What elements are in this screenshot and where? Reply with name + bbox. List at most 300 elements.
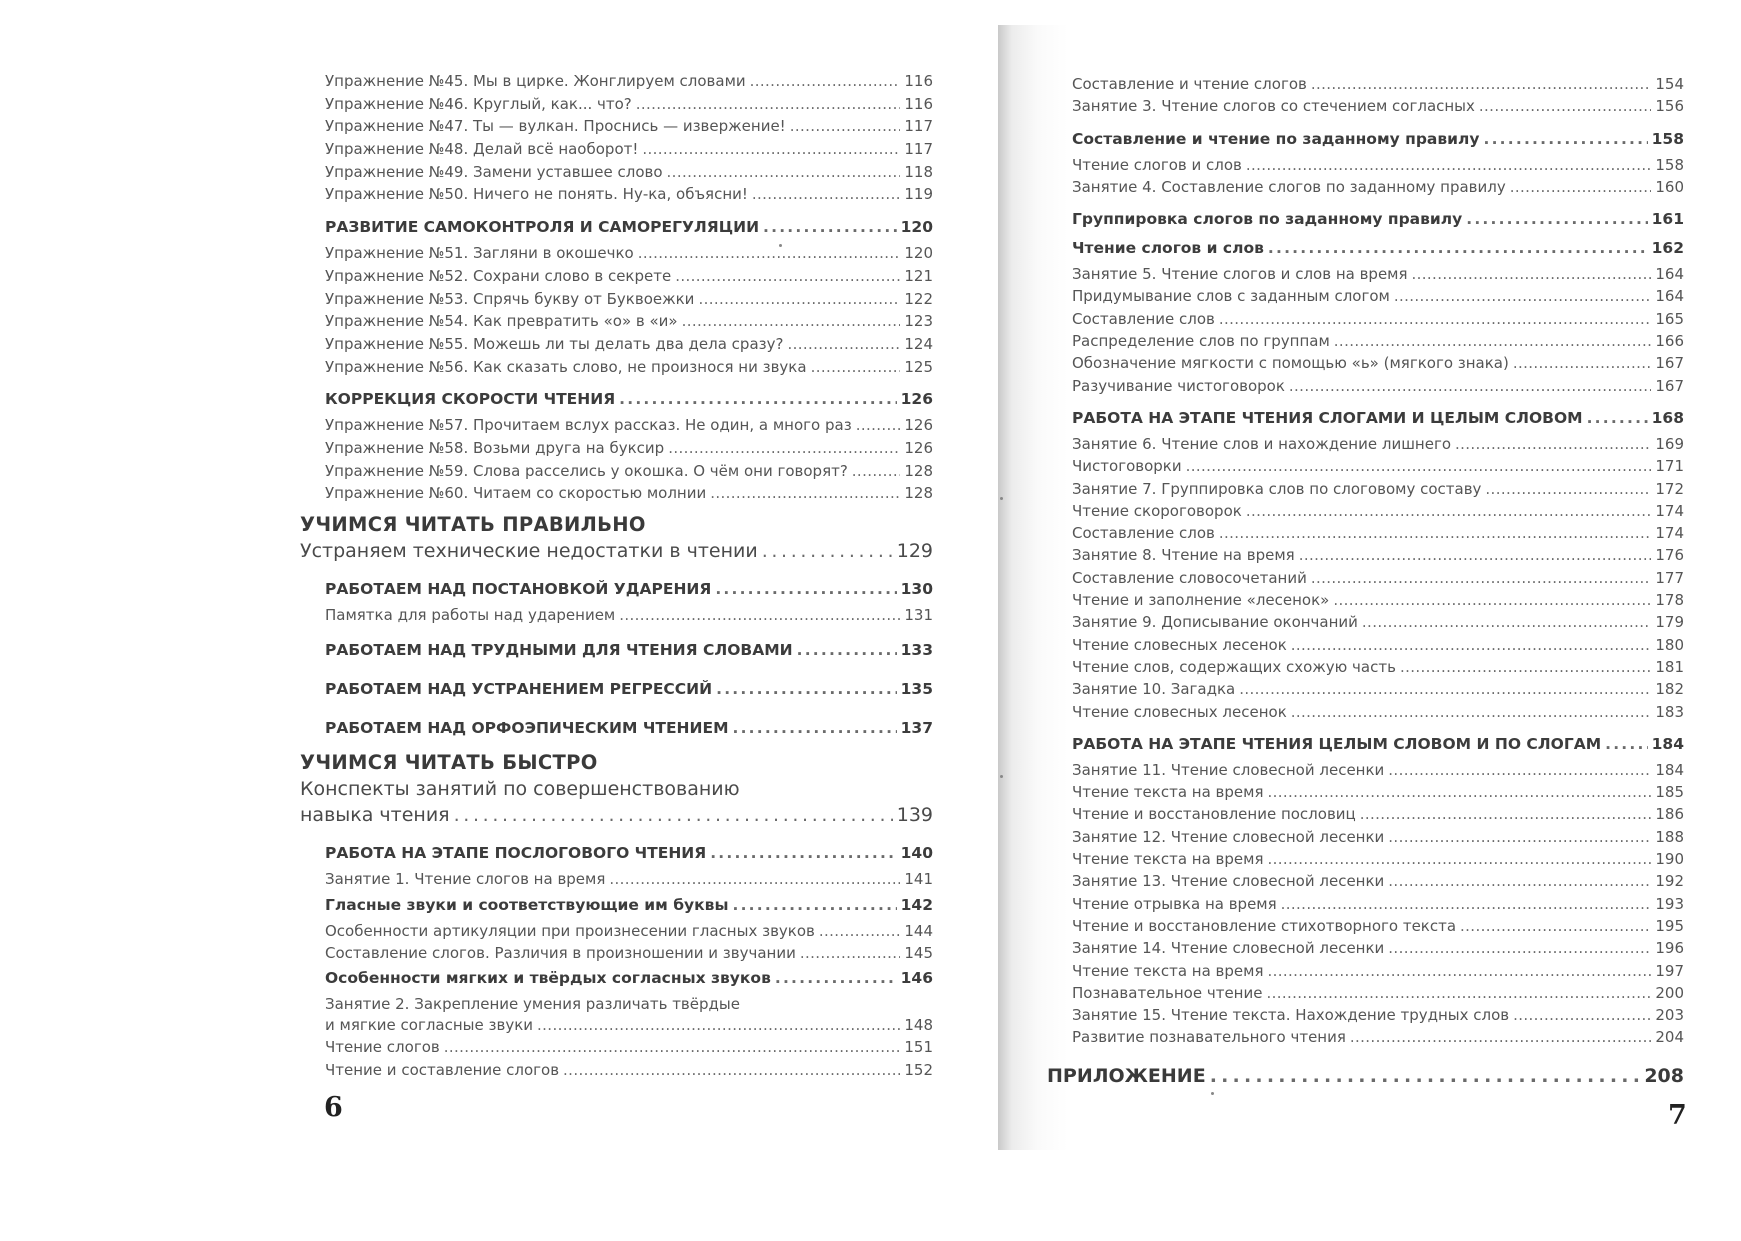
page-number: 144 [904, 921, 933, 940]
entry-title: Развитие познавательного чтения [1072, 1028, 1346, 1047]
entry-title: Чтение текста на время [1072, 783, 1264, 802]
toc-heading-speed [325, 390, 933, 416]
entry-title: Упражнение №47. Ты — вулкан. Проснись — извержение! [325, 117, 786, 136]
page-number: 151 [904, 1038, 933, 1057]
toc-entry [1072, 636, 1684, 658]
page-number: 122 [904, 289, 933, 308]
page-number: 117 [904, 117, 933, 136]
page-number: 156 [1655, 97, 1684, 116]
dot-leader [1333, 591, 1651, 609]
toc-entry [1072, 783, 1684, 805]
page-number: 193 [1655, 894, 1684, 913]
entry-title: Упражнение №52. Сохрани слово в секрете [325, 266, 672, 285]
page-number: 178 [1655, 591, 1684, 610]
page-number: 182 [1655, 680, 1684, 699]
entry-title: Занятие 9. Дописывание окончаний [1072, 613, 1358, 632]
dot-leader [1281, 895, 1652, 913]
page-number: 190 [1655, 850, 1684, 869]
entry-title: Упражнение №56. Как сказать слово, не произнося ни звука [325, 357, 807, 376]
page-number: 197 [1655, 961, 1684, 980]
dot-leader [787, 335, 900, 353]
page-number: 171 [1655, 457, 1684, 476]
entry-title: Упражнение №55. Можешь ли ты делать два дела сразу? [325, 334, 784, 353]
entry-list-d [1072, 435, 1684, 725]
page-number: 196 [1655, 939, 1684, 958]
toc-heading-consonants [325, 969, 933, 995]
exercise-list-b [325, 244, 933, 380]
page-number: 164 [1655, 265, 1684, 284]
entry-title: Чтение и заполнение «лесенок» [1072, 591, 1330, 610]
page-number-left: 6 [324, 1092, 343, 1123]
section-subtitle-correct [300, 540, 933, 570]
toc-entry [1072, 917, 1684, 939]
page-number: 140 [900, 844, 933, 863]
page-number: 158 [1651, 129, 1684, 148]
page-number: 167 [1655, 354, 1684, 373]
page-number: 118 [904, 162, 933, 181]
page-number: 121 [904, 266, 933, 285]
toc-entry [1072, 354, 1684, 376]
page-number: 176 [1655, 546, 1684, 565]
entry-title: Составление слогов. Различия в произношении и звучании [325, 943, 796, 962]
page-number: 128 [904, 461, 933, 480]
dot-leader [710, 484, 900, 502]
toc-entry [1072, 480, 1684, 502]
page-number: 139 [896, 804, 933, 827]
page-number: 208 [1644, 1064, 1684, 1087]
entry-title: Занятие 7. Группировка слов по слоговому составу [1072, 479, 1482, 498]
left-toc [300, 72, 933, 1083]
page-number: 203 [1655, 1006, 1684, 1025]
entry-title: Занятие 1. Чтение слогов на время [325, 870, 606, 889]
toc-entry [1072, 97, 1684, 119]
page-number: 137 [900, 719, 933, 738]
page-number: 204 [1655, 1028, 1684, 1047]
page-number: 185 [1655, 783, 1684, 802]
heading-title: ПРИЛОЖЕНИЕ [1047, 1064, 1206, 1087]
toc-heading-group [1072, 210, 1684, 236]
dot-leader [1350, 1028, 1651, 1046]
entry-title: Занятие 6. Чтение слов и нахождение лишнего [1072, 434, 1452, 453]
dot-leader [1246, 156, 1652, 174]
toc-entry [325, 416, 933, 439]
page-number: 172 [1655, 479, 1684, 498]
page-number: 146 [900, 969, 933, 988]
entry-title: Упражнение №60. Читаем со скоростью молнии [325, 484, 707, 503]
dot-leader [1388, 761, 1651, 779]
dot-leader [1513, 354, 1652, 372]
section-title-fast: УЧИМСЯ ЧИТАТЬ БЫСТРО [300, 751, 598, 775]
section-subtitle-fast-line1: Конспекты занятий по совершенствованию [300, 778, 740, 801]
page-number: 184 [1651, 734, 1684, 753]
dot-leader [1219, 310, 1651, 328]
toc-heading-hard [325, 641, 933, 667]
dot-leader [1291, 636, 1652, 654]
entry-title: Составление слов [1072, 309, 1215, 328]
dot-leader [1246, 502, 1652, 520]
toc-heading-stage3 [1072, 735, 1684, 761]
dot-leader [800, 944, 901, 962]
heading-title: Особенности мягких и твёрдых согласных звуков [325, 969, 771, 988]
toc-entry [325, 185, 933, 208]
entry-title: Занятие 12. Чтение словесной лесенки [1072, 827, 1385, 846]
subtitle-text: навыка чтения [300, 804, 450, 827]
toc-entry [325, 312, 933, 335]
dot-leader [1388, 872, 1651, 890]
entry-title: Обозначение мягкости с помощью «ь» (мягкого знака) [1072, 354, 1509, 373]
toc-entry [1072, 502, 1684, 524]
toc-entry [1072, 287, 1684, 309]
page-number: 195 [1655, 916, 1684, 935]
toc-entry [325, 140, 933, 163]
heading-title: РАБОТАЕМ НАД ОРФОЭПИЧЕСКИМ ЧТЕНИЕМ [325, 719, 729, 738]
subtitle-text: Устраняем технические недостатки в чтении [300, 540, 758, 562]
entry-title: Чтение и восстановление стихотворного текста [1072, 916, 1457, 935]
page-number: 179 [1655, 613, 1684, 632]
toc-entry [325, 1038, 933, 1060]
toc-entry [325, 484, 933, 507]
page-number: 116 [904, 94, 933, 113]
page-number: 200 [1655, 983, 1684, 1002]
page-number: 166 [1655, 332, 1684, 351]
toc-entry [1072, 332, 1684, 354]
dot-leader [1299, 546, 1652, 564]
toc-heading-rule [1072, 130, 1684, 156]
entry-title: Занятие 13. Чтение словесной лесенки [1072, 872, 1385, 891]
page-number: 120 [900, 218, 933, 237]
entry-title: и мягкие согласные звуки [325, 1016, 534, 1035]
entry-title: Составление слов [1072, 524, 1215, 543]
entry-list-c [1072, 265, 1684, 399]
dot-leader [1239, 680, 1651, 698]
toc-entry [1072, 546, 1684, 568]
toc-entry [1072, 435, 1684, 457]
page-number: 130 [900, 580, 933, 598]
toc-entry [1072, 377, 1684, 399]
entry-title: Памятка для работы над ударением [325, 606, 616, 624]
entry-title: Познавательное чтение [1072, 983, 1263, 1002]
heading-title: РАБОТА НА ЭТАПЕ ЧТЕНИЯ СЛОГАМИ И ЦЕЛЫМ СЛОВОМ [1072, 408, 1583, 427]
dot-leader [1289, 377, 1651, 395]
toc-entry [325, 1061, 933, 1083]
page-number: 129 [896, 540, 933, 562]
toc-entry [325, 95, 933, 118]
page-number: 117 [904, 140, 933, 159]
dot-leader [790, 117, 901, 135]
dot-leader [698, 290, 900, 308]
page-number: 181 [1655, 657, 1684, 676]
toc-entry [1072, 984, 1684, 1006]
page-number: 125 [904, 357, 933, 376]
toc-entry [1072, 962, 1684, 984]
toc-entry [1072, 178, 1684, 200]
page-number: 169 [1655, 434, 1684, 453]
dot-leader [642, 140, 900, 158]
entry-title: Разучивание чистоговорок [1072, 376, 1285, 395]
dot-leader [1400, 658, 1651, 676]
entry-title: Чтение текста на время [1072, 850, 1264, 869]
page-number: 120 [904, 244, 933, 263]
dot-leader [752, 185, 900, 203]
toc-entry [1072, 569, 1684, 591]
page-number: 141 [904, 870, 933, 889]
entry-title: Составление и чтение слогов [1072, 75, 1307, 93]
toc-entry [1072, 310, 1684, 332]
page-number: 145 [904, 943, 933, 962]
toc-heading-appendix [1047, 1065, 1684, 1097]
toc-entry [1072, 805, 1684, 827]
dot-leader [1267, 783, 1651, 801]
toc-heading-syllabic [325, 844, 933, 870]
page-number: 124 [904, 334, 933, 353]
dot-leader [1412, 265, 1652, 283]
heading-title: РАБОТА НА ЭТАПЕ ПОСЛОГОВОГО ЧТЕНИЯ [325, 844, 707, 863]
toc-entry [1072, 850, 1684, 872]
page-number: 186 [1655, 805, 1684, 824]
dot-leader [1266, 984, 1651, 1002]
page-number: 119 [904, 185, 933, 204]
toc-entry [1072, 457, 1684, 479]
page-number: 158 [1655, 155, 1684, 174]
page-number: 133 [900, 641, 933, 660]
entry-title: Упражнение №51. Загляни в окошечко [325, 244, 634, 263]
entry-title: Упражнение №48. Делай всё наоборот! [325, 140, 639, 159]
entry-title: Чтение и составление слогов [325, 1060, 560, 1079]
dot-leader [1311, 569, 1652, 587]
entry-list-a [1072, 75, 1684, 120]
page-number: 177 [1655, 568, 1684, 587]
heading-title: РАБОТА НА ЭТАПЕ ЧТЕНИЯ ЦЕЛЫМ СЛОВОМ И ПО СЛОГАМ [1072, 734, 1602, 753]
entry-title: Упражнение №53. Спрячь букву от Буквоежки [325, 289, 695, 308]
scan-speck [1211, 1092, 1214, 1095]
page-number: 184 [1655, 760, 1684, 779]
page-number: 131 [904, 606, 933, 624]
toc-entry [1072, 75, 1684, 97]
entry-list-e [1072, 761, 1684, 1051]
dot-leader [1394, 287, 1652, 305]
toc-entry [325, 117, 933, 140]
page-number: 126 [904, 438, 933, 457]
page-number: 168 [1651, 408, 1684, 427]
page-number: 162 [1651, 239, 1684, 258]
page-number: 192 [1655, 872, 1684, 891]
heading-title: КОРРЕКЦИЯ СКОРОСТИ ЧТЕНИЯ [325, 390, 616, 409]
dot-leader [1388, 828, 1651, 846]
dot-leader [852, 462, 901, 480]
entry-title: Упражнение №50. Ничего не понять. Ну-ка, объясни! [325, 185, 748, 204]
dot-leader [638, 244, 901, 262]
right-toc [1047, 75, 1684, 1097]
entry-title: Чтение скороговорок [1072, 501, 1242, 520]
entry-title: Составление словосочетаний [1072, 568, 1307, 587]
dot-leader [1388, 939, 1651, 957]
entry-title: Занятие 15. Чтение текста. Нахождение трудных слов [1072, 1006, 1510, 1025]
dot-leader [667, 163, 901, 181]
dot-leader [1513, 1006, 1651, 1024]
heading-title: РАБОТАЕМ НАД УСТРАНЕНИЕМ РЕГРЕССИЙ [325, 680, 713, 699]
toc-entry [325, 358, 933, 381]
toc-entry [1072, 872, 1684, 894]
dot-leader [1362, 613, 1651, 631]
exercise-list-a [325, 72, 933, 208]
toc-entry [325, 439, 933, 462]
page-number: 165 [1655, 309, 1684, 328]
dot-leader [750, 72, 901, 90]
toc-entry [1072, 524, 1684, 546]
entry-title: Упражнение №49. Замени уставшее слово [325, 162, 663, 181]
tail-entry-list [325, 1038, 933, 1083]
scan-speck [1000, 775, 1003, 778]
toc-entry [1072, 828, 1684, 850]
page-number: 164 [1655, 287, 1684, 306]
dot-leader [856, 416, 901, 434]
page-number: 135 [900, 680, 933, 699]
page-number: 116 [904, 72, 933, 90]
toc-entry [1072, 939, 1684, 961]
toc-entry [1072, 1028, 1684, 1050]
page-number: 188 [1655, 827, 1684, 846]
page-number: 160 [1655, 177, 1684, 196]
toc-entry [325, 163, 933, 186]
page-number: 152 [904, 1060, 933, 1079]
entry-title: Занятие 8. Чтение на время [1072, 546, 1295, 565]
entry-title: Занятие 14. Чтение словесной лесенки [1072, 939, 1385, 958]
entry-title: Занятие 10. Загадка [1072, 680, 1236, 699]
entry-title: Чтение текста на время [1072, 961, 1264, 980]
page-top-margin [998, 0, 1741, 25]
entry-title: Чтение отрывка на время [1072, 894, 1277, 913]
section-title-correct: УЧИМСЯ ЧИТАТЬ ПРАВИЛЬНО [300, 513, 646, 536]
toc-entry [1072, 658, 1684, 680]
scan-speck [779, 244, 782, 247]
entry-title: Упражнение №59. Слова расселись у окошка. О чём они говорят? [325, 461, 848, 480]
dot-leader [563, 1061, 900, 1079]
entry-title: Чтение слов, содержащих схожую часть [1072, 657, 1396, 676]
toc-heading-stage2 [1072, 409, 1684, 435]
page-number: 174 [1655, 501, 1684, 520]
dot-leader [1186, 457, 1652, 475]
dot-leader [1291, 703, 1652, 721]
entry-title: Распределение слов по группам [1072, 332, 1330, 351]
toc-entry [1072, 680, 1684, 702]
page-number: 128 [904, 484, 933, 503]
toc-heading-read [1072, 239, 1684, 265]
page-number: 126 [904, 416, 933, 435]
toc-entry [1072, 761, 1684, 783]
dot-leader [1311, 75, 1652, 93]
dot-leader [1219, 524, 1651, 542]
toc-entry-lesson2 [325, 1016, 933, 1038]
heading-title: Гласные звуки и соответствующие им буквы [325, 895, 729, 914]
dot-leader [1460, 917, 1651, 935]
dot-leader [1267, 850, 1651, 868]
dot-leader [1455, 435, 1651, 453]
dot-leader [444, 1038, 901, 1056]
entry-title: Занятие 11. Чтение словесной лесенки [1072, 760, 1385, 779]
toc-entry [1072, 895, 1684, 917]
exercise-list-c [325, 416, 933, 507]
toc-entry [325, 944, 933, 966]
entry-title: Придумывание слов с заданным слогом [1072, 287, 1390, 306]
page-number: 123 [904, 312, 933, 331]
page-number: 183 [1655, 702, 1684, 721]
entry-title: Упражнение №54. Как превратить «о» в «и» [325, 312, 678, 331]
entry-title: Особенности артикуляции при произнесении гласных звуков [325, 921, 815, 940]
entry-title: Чтение и восстановление пословиц [1072, 805, 1356, 824]
dot-leader [636, 95, 901, 113]
page-number: 167 [1655, 376, 1684, 395]
entry-title: Упражнение №46. Круглый, как... что? [325, 94, 632, 113]
page-number: 148 [904, 1016, 933, 1035]
dot-leader [682, 312, 901, 330]
entry-title: Чтение слогов и слов [1072, 155, 1242, 174]
toc-entry [1072, 1006, 1684, 1028]
toc-entry [325, 244, 933, 267]
entry-title: Чтение словесных лесенок [1072, 635, 1287, 654]
page-number: 174 [1655, 524, 1684, 543]
dot-leader [1479, 97, 1651, 115]
dot-leader [819, 922, 901, 940]
entry-title: Чистоговорки [1072, 457, 1182, 476]
toc-entry [325, 72, 933, 95]
entry-list-b [1072, 156, 1684, 201]
toc-entry [1072, 591, 1684, 613]
toc-entry [325, 267, 933, 290]
toc-entry [1072, 156, 1684, 178]
entry-title: Упражнение №45. Мы в цирке. Жонглируем словами [325, 72, 746, 90]
entry-title: Упражнение №58. Возьми друга на буксир [325, 438, 665, 457]
heading-title: Составление и чтение по заданному правилу [1072, 129, 1480, 148]
toc-entry [1072, 265, 1684, 287]
toc-entry-lesson2-line1: Занятие 2. Закрепление умения различать твёрдые [325, 995, 740, 1014]
entry-title: Чтение словесных лесенок [1072, 702, 1287, 721]
entry-title: Занятие 5. Чтение слогов и слов на время [1072, 265, 1408, 284]
vowel-entry-list [325, 922, 933, 967]
page-number: 154 [1655, 75, 1684, 93]
dot-leader [1360, 805, 1652, 823]
toc-entry [325, 335, 933, 358]
dot-leader [811, 358, 901, 376]
entry-title: Чтение слогов [325, 1038, 440, 1057]
toc-entry [325, 922, 933, 944]
toc-entry [325, 290, 933, 313]
scan-speck [1000, 497, 1003, 500]
dot-leader [1510, 178, 1652, 196]
heading-title: РАБОТАЕМ НАД ТРУДНЫМИ ДЛЯ ЧТЕНИЯ СЛОВАМИ [325, 641, 793, 660]
heading-title: Чтение слогов и слов [1072, 239, 1264, 258]
toc-heading-vowels [325, 896, 933, 922]
toc-entry-memo [325, 606, 933, 628]
section-subtitle-fast [300, 804, 933, 834]
page-number: 180 [1655, 635, 1684, 654]
toc-entry-lesson1 [325, 870, 933, 892]
dot-leader [1334, 332, 1652, 350]
page-number: 161 [1651, 210, 1684, 229]
entry-title: Упражнение №57. Прочитаем вслух рассказ. Не один, а много раз [325, 416, 852, 435]
toc-heading-regress [325, 680, 933, 706]
dot-leader [1267, 962, 1651, 980]
toc-entry [325, 462, 933, 485]
dot-leader [1485, 480, 1651, 498]
heading-title: Группировка слогов по заданному правилу [1072, 210, 1463, 229]
toc-heading-stress [325, 580, 933, 606]
toc-heading-ortho [325, 719, 933, 745]
heading-title: РАЗВИТИЕ САМОКОНТРОЛЯ И САМОРЕГУЛЯЦИИ [325, 218, 760, 237]
toc-heading-selfcontrol [325, 218, 933, 244]
entry-title: Занятие 3. Чтение слогов со стечением согласных [1072, 97, 1475, 116]
toc-entry [1072, 703, 1684, 725]
dot-leader [668, 439, 900, 457]
